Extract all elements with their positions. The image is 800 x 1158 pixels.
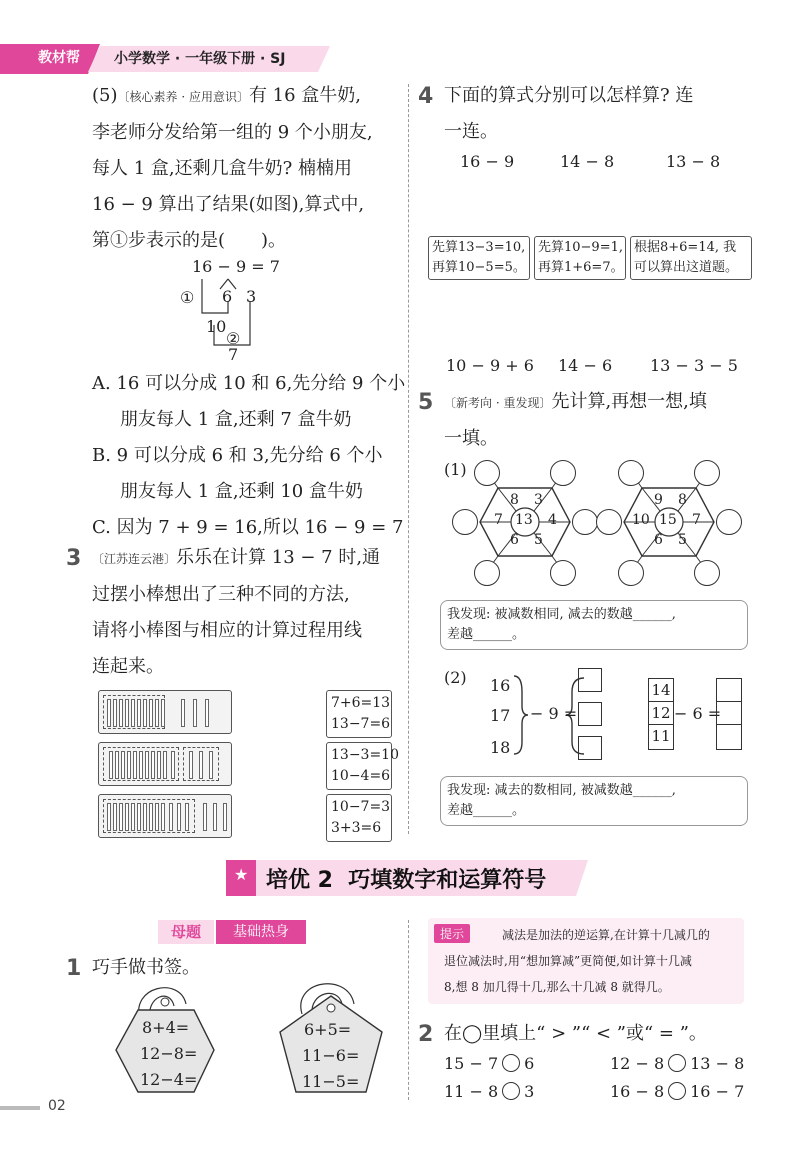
q4-method-2[interactable]: [534, 236, 626, 280]
q3-line: 请将小棒图与相应的计算过程用线: [92, 620, 362, 641]
q1-title: 巧手做书签。: [92, 957, 200, 978]
option-b[interactable]: B. 9 可以分成 6 和 3,先分给 6 个小: [92, 445, 383, 466]
hex2-center: 15: [659, 512, 677, 528]
header-badge: 教材帮: [38, 50, 80, 66]
discovery-line: 差越______。: [447, 803, 526, 818]
column-divider-lower: [408, 920, 409, 1100]
q4-number: 4: [418, 84, 434, 109]
stack-number: 14: [649, 679, 673, 702]
bookmark-expr: 12−4=: [140, 1070, 198, 1089]
q4-block: [444, 78, 764, 150]
q3-line: 乐乐在计算 13 − 7 时,通: [176, 547, 381, 568]
discovery-line: 我发现: 减去的数相同, 被减数越______,: [447, 783, 676, 798]
q3-number: 3: [66, 546, 82, 571]
q2-row-2: [444, 1080, 754, 1104]
diagram-split-a: 6: [222, 287, 233, 306]
hex1-num: 4: [548, 512, 557, 528]
q4-method-1[interactable]: [428, 236, 530, 280]
diagram-result: 7: [228, 345, 239, 364]
q4-bottom-3[interactable]: 13 − 3 − 5: [650, 356, 738, 375]
answer-square[interactable]: [578, 668, 602, 692]
calc-line: 10−7=3: [331, 799, 391, 815]
stack-box: [648, 678, 674, 750]
bookmark-expr: 8+4=: [142, 1018, 190, 1037]
q4-bottom-1[interactable]: 10 − 9 + 6: [446, 356, 534, 375]
method-line: 可以算出这道题。: [634, 260, 739, 275]
q4-top-1[interactable]: 16 − 9: [460, 152, 515, 171]
diagram-lines: [170, 255, 310, 365]
answer-circle[interactable]: [596, 509, 622, 535]
method-line: 先算10−9=1,: [538, 240, 624, 255]
answer-square[interactable]: [578, 736, 602, 760]
page-number-bar: [0, 1106, 40, 1110]
q4-top-2[interactable]: 14 − 8: [560, 152, 615, 171]
answer-circle[interactable]: [618, 560, 644, 586]
answer-circle[interactable]: [550, 560, 576, 586]
calc-line: 13−7=6: [331, 716, 391, 732]
calc-line: 10−4=6: [331, 768, 391, 784]
q5-line: 有 16 盒牛奶,: [248, 85, 362, 106]
hexagon-wheel-1: [452, 458, 598, 588]
mother-tag: [158, 920, 306, 944]
hexagon-wheel-2: [596, 458, 742, 588]
q5-number: (5): [92, 85, 118, 106]
q5-line: 16 − 9 算出了结果(如图),算式中,: [92, 194, 365, 215]
q5-line: 每人 1 盒,还剩几盒牛奶? 楠楠用: [92, 158, 352, 179]
option-c[interactable]: C. 因为 7 + 9 = 16,所以 16 − 9 = 7: [92, 517, 404, 538]
page-number: 02: [48, 1098, 66, 1114]
calc-box-3[interactable]: [326, 794, 392, 842]
discovery-box-1[interactable]: [440, 600, 748, 650]
diagram-split-b: 3: [246, 287, 257, 306]
answer-circle[interactable]: [452, 509, 478, 535]
calc-box-1[interactable]: [326, 690, 392, 738]
option-b-cont: 朋友每人 1 盒,还剩 10 盒牛奶: [120, 481, 363, 502]
q5b-number: 5: [418, 390, 434, 415]
section-title: 培优 2 巧填数字和运算符号: [266, 868, 547, 893]
header-bar: [0, 38, 330, 78]
left-number: 16: [490, 676, 511, 695]
q3-line: 过摆小棒想出了三种不同的方法,: [92, 584, 350, 605]
q2-title: 在◯里填上“ > ”“ < ”或“ = ”。: [444, 1023, 707, 1044]
minus-six-label: − 6 =: [674, 704, 722, 723]
calc-box-2[interactable]: [326, 742, 399, 790]
answer-circle[interactable]: [550, 460, 576, 486]
stick-picture-1[interactable]: [98, 690, 232, 734]
diagram-ten: 10: [206, 317, 227, 336]
q5-tag: 〔核心素养 · 应用意识〕: [117, 90, 249, 104]
hex2-num: 5: [678, 532, 687, 548]
hex1-num: 7: [494, 512, 503, 528]
q5b-block: [444, 384, 764, 457]
q2-number: 2: [418, 1022, 434, 1047]
q5b-part1-label: (1): [444, 460, 467, 479]
method-line: 先算13−3=10,: [432, 240, 526, 255]
compare-left: 15 − 7: [444, 1054, 499, 1073]
answer-square[interactable]: [578, 702, 602, 726]
compare-circle[interactable]: [668, 1054, 686, 1072]
q5-line: 李老师分发给第一组的 9 个小朋友,: [92, 122, 373, 143]
diagram-step-1: ①: [180, 288, 195, 307]
method-line: 再算10−5=5。: [432, 260, 526, 275]
answer-circle[interactable]: [716, 509, 742, 535]
compare-circle[interactable]: [502, 1054, 520, 1072]
q5-diagram: [170, 255, 310, 365]
mother-tag-b: 基础热身: [216, 920, 306, 944]
q5-options: [92, 366, 404, 546]
discovery-line: 差越______。: [447, 627, 526, 642]
hex2-num: 10: [632, 512, 650, 528]
bookmark-expr: 11−6=: [302, 1046, 360, 1065]
minus-nine-label: − 9 =: [530, 704, 578, 723]
header-title: 小学数学 · 一年级下册 · SJ: [114, 51, 286, 67]
stack-number: 12: [649, 702, 673, 725]
method-line: 再算1+6=7。: [538, 260, 624, 275]
tip-box: [428, 918, 744, 1004]
q4-line: 下面的算式分别可以怎样算? 连: [444, 85, 694, 106]
hex2-num: 6: [654, 532, 663, 548]
hex1-num: 6: [510, 532, 519, 548]
q5-block: [92, 78, 404, 259]
q5b-line: 一填。: [444, 428, 498, 449]
hex2-num: 9: [654, 492, 663, 508]
section-banner: [226, 858, 588, 898]
compare-circle[interactable]: [668, 1082, 686, 1100]
discovery-line: 我发现: 被减数相同, 减去的数越______,: [447, 607, 676, 622]
compare-left: 11 − 8: [444, 1082, 499, 1101]
q4-bottom-2[interactable]: 14 − 6: [558, 356, 613, 375]
q4-line: 一连。: [444, 121, 498, 142]
bookmark-1: [110, 980, 220, 1098]
bookmark-expr: 11−5=: [302, 1072, 360, 1091]
diagram-equation: 16 − 9 = 7: [192, 257, 280, 276]
hex1-center: 13: [515, 512, 533, 528]
compare-left: 12 − 8: [610, 1054, 665, 1073]
hex2-num: 8: [678, 492, 687, 508]
compare-right: 16 − 7: [690, 1082, 745, 1101]
answer-circle[interactable]: [474, 460, 500, 486]
q5b-line: 先计算,再想一想,填: [551, 391, 707, 412]
q3-block: [92, 540, 404, 685]
mother-tag-a: 母题: [158, 920, 214, 944]
q5b-tag: 〔新考向 · 重发现〕: [444, 396, 552, 410]
discovery-box-2[interactable]: [440, 776, 748, 826]
q5b-part2-label: (2): [444, 668, 467, 687]
q3-tag: 〔江苏连云港〕: [92, 552, 177, 566]
answer-circle[interactable]: [694, 460, 720, 486]
answer-stack[interactable]: [716, 678, 742, 750]
left-number: 17: [490, 706, 511, 725]
calc-line: 3+3=6: [331, 820, 382, 836]
diagram-step-2: ②: [226, 329, 241, 348]
answer-circle[interactable]: [618, 460, 644, 486]
compare-left: 16 − 8: [610, 1082, 665, 1101]
q2-row-1: [444, 1052, 754, 1076]
tip-line: 减法是加法的逆运算,在计算十几减几的: [502, 928, 710, 942]
tip-line: 退位减法时,用“想加算减”更简便,如计算十几减: [444, 954, 692, 968]
hex1-num: 3: [534, 492, 543, 508]
calc-line: 13−3=10: [331, 747, 399, 763]
q1-number: 1: [66, 956, 82, 981]
compare-right: 13 − 8: [690, 1054, 745, 1073]
method-line: 根据8+6=14, 我: [634, 240, 737, 255]
stick-picture-2[interactable]: [98, 742, 232, 786]
answer-circle[interactable]: [572, 509, 598, 535]
calc-line: 7+6=13: [331, 695, 391, 711]
option-a-cont: 朋友每人 1 盒,还剩 7 盒牛奶: [120, 409, 352, 430]
column-divider: [408, 84, 409, 834]
hex1-num: 8: [510, 492, 519, 508]
option-a[interactable]: A. 16 可以分成 10 和 6,先分给 9 个小: [92, 373, 406, 394]
q5-line: 第①步表示的是( )。: [92, 230, 287, 251]
bookmark-2: [276, 978, 386, 1098]
left-number: 18: [490, 738, 511, 757]
stick-picture-3[interactable]: [98, 794, 232, 838]
q3-line: 连起来。: [92, 656, 164, 677]
compare-right: 6: [524, 1054, 535, 1073]
answer-circle[interactable]: [694, 560, 720, 586]
compare-right: 3: [524, 1082, 535, 1101]
bookmark-expr: 6+5=: [304, 1020, 352, 1039]
bookmark-expr: 12−8=: [140, 1044, 198, 1063]
answer-circle[interactable]: [474, 560, 500, 586]
tip-label: 提示: [434, 924, 470, 943]
tip-line: 8,想 8 加几得十几,那么十几减 8 就得几。: [444, 980, 670, 994]
star-icon: ★: [234, 865, 249, 884]
q4-top-3[interactable]: 13 − 8: [666, 152, 721, 171]
hex1-num: 5: [534, 532, 543, 548]
hex2-num: 7: [692, 512, 701, 528]
compare-circle[interactable]: [502, 1082, 520, 1100]
stack-number: 11: [651, 727, 671, 745]
q4-method-3[interactable]: [630, 236, 752, 280]
